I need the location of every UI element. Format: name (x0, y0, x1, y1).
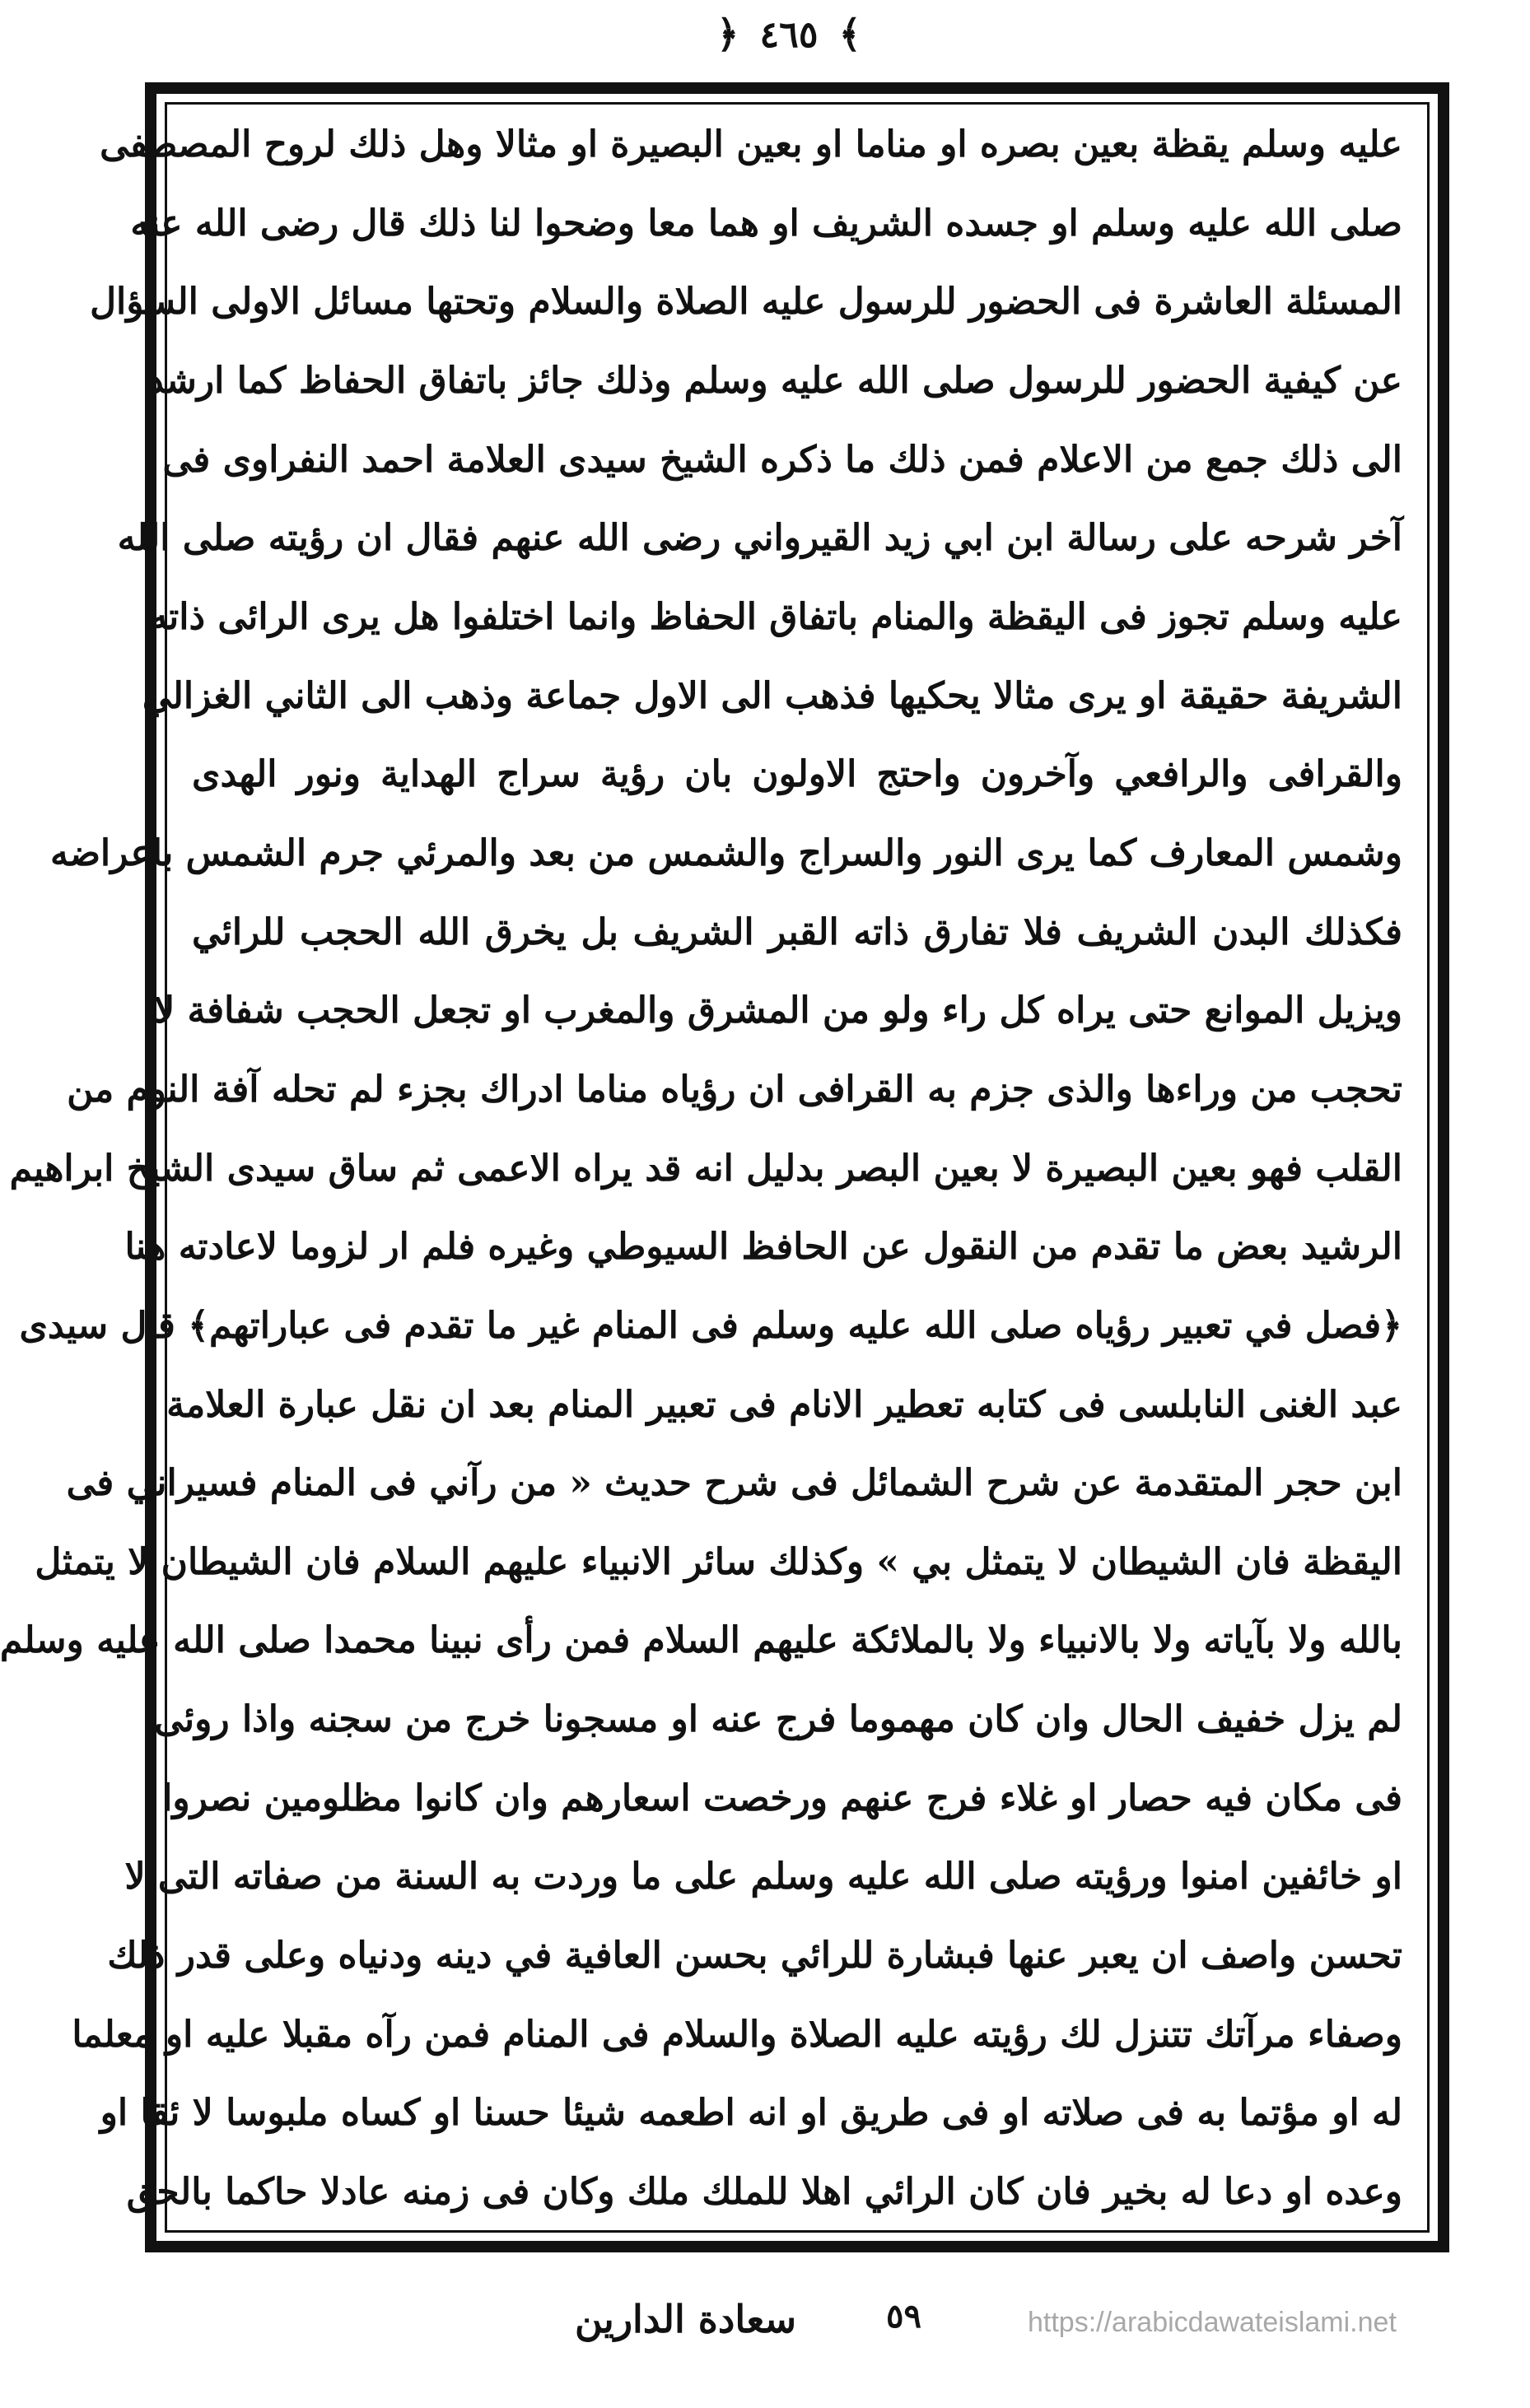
text-line: لم يزل خفيف الحال وان كان مهموما فرج عنه او مسجونا خرج من سجنه واذا روئى (154, 1698, 1402, 1741)
text-line: والقرافى والرافعي وآخرون واحتج الاولون بان رؤية سراج الهداية ونور الهدى (192, 753, 1402, 796)
footer-book-title: سعادة الدارين (575, 2297, 797, 2341)
text-line: الشريفة حقيقة او يرى مثالا يحكيها فذهب الى الاول جماعة وذهب الى الثاني الغزالي (142, 674, 1402, 717)
text-line: عليه وسلم يقظة بعين بصره او مناما او بعين البصيرة او مثالا وهل ذلك لروح المصطفى (100, 123, 1402, 165)
text-line: تحسن واصف ان يعبر عنها فبشارة للرائي بحسن العافية في دينه ودنياه وعلى قدر ذلك (107, 1935, 1402, 1977)
text-line: المسئلة العاشرة فى الحضور للرسول عليه الصلاة والسلام وتحتها مسائل الاولى السؤال (90, 281, 1402, 324)
text-line: آخر شرحه على رسالة ابن ابي زيد القيرواني رضى الله عنهم فقال ان رؤيته صلى الله (117, 517, 1402, 560)
text-line: ابن حجر المتقدمة عن شرح الشمائل فى شرح حديث « من رآني فى المنام فسيراني فى (66, 1462, 1402, 1505)
text-line: له او مؤتما به فى صلاته او فى طريق او انه اطعمه شيئا حسنا او كساه ملبوسا لا ئقا او (100, 2092, 1402, 2135)
page-number: ٤٦٥ (759, 14, 819, 56)
text-line: وصفاء مرآتك تتنزل لك رؤيته عليه الصلاة والسلام فى المنام فمن رآه مقبلا عليه او معلما (72, 2013, 1402, 2056)
text-line: عبد الغنى النابلسى فى كتابه تعطير الانام فى تعبير المنام بعد ان نقل عبارة العلامة (166, 1383, 1402, 1426)
text-line: القلب فهو بعين البصيرة لا بعين البصر بدليل انه قد يراه الاعمى ثم ساق سيدى الشيخ ابراهيم (9, 1147, 1402, 1190)
text-line: فى مكان فيه حصار او غلاء فرج عنهم ورخصت اسعارهم وان كانوا مظلومين نصروا (162, 1777, 1402, 1819)
section-heading-line: ﴿فصل في تعبير رؤياه صلى الله عليه وسلم فى المنام غير ما تقدم فى عباراتهم﴾ قال سيدى (19, 1304, 1402, 1347)
text-line: او خائفين امنوا ورؤيته صلى الله عليه وسلم على ما وردت به السنة من صفاته التى لا (124, 1856, 1402, 1898)
text-line: عن كيفية الحضور للرسول صلى الله عليه وسلم وذلك جائز باتفاق الحفاظ كما ارشد (147, 359, 1402, 402)
page-frame (0, 82, 1449, 2252)
text-line: صلى الله عليه وسلم او جسده الشريف او هما معا وضحوا لنا ذلك قال رضى الله عنه (130, 202, 1402, 245)
text-line: تحجب من وراءها والذى جزم به القرافى ان رؤياه مناما ادراك بجزء لم تحله آفة النوم من (67, 1068, 1402, 1111)
page-frame-inner (0, 102, 1430, 2233)
text-line: ويزيل الموانع حتى يراه كل راء ولو من المشرق والمغرب او تجعل الحجب شفافة لا (154, 990, 1402, 1032)
text-line: وشمس المعارف كما يرى النور والسراج والشمس من بعد والمرئي جرم الشمس باعراضه (49, 831, 1402, 874)
text-line: بالله ولا بآياته ولا بالانبياء ولا بالملائكة عليهم السلام فمن رأى نبينا محمدا صلى الله عليه وسلم (0, 1619, 1402, 1662)
page-number-header (48, 12, 1530, 56)
footer-signature: ٥٩ (886, 2297, 921, 2336)
text-line: اليقظة فان الشيطان لا يتمثل بي » وكذلك سائر الانبياء عليهم السلام فان الشيطان لا يتمثل (35, 1540, 1402, 1583)
text-line: عليه وسلم تجوز فى اليقظة والمنام باتفاق الحفاظ وانما اختلفوا هل يرى الرائى ذاته (149, 595, 1402, 638)
ornament-left-icon: ﴾ (838, 12, 861, 56)
text-line: وعده او دعا له بخير فان كان الرائي اهلا للملك ملك وكان فى زمنه عادلا حاكما بالحق (126, 2171, 1402, 2214)
text-line: الى ذلك جمع من الاعلام فمن ذلك ما ذكره الشيخ سيدى العلامة احمد النفراوى فى (162, 438, 1402, 481)
text-line: فكذلك البدن الشريف فلا تفارق ذاته القبر الشريف بل يخرق الله الحجب للرائي (192, 911, 1402, 953)
text-body (0, 123, 1402, 2214)
watermark-url: https://arabicdawateislami.net (1028, 2307, 1397, 2338)
text-line: الرشيد بعض ما تقدم من النقول عن الحافظ السيوطي وغيره فلم ار لزوما لاعادته هنا (124, 1226, 1402, 1269)
page-footer (48, 2297, 1530, 2363)
ornament-right-icon: ﴿ (716, 12, 739, 56)
